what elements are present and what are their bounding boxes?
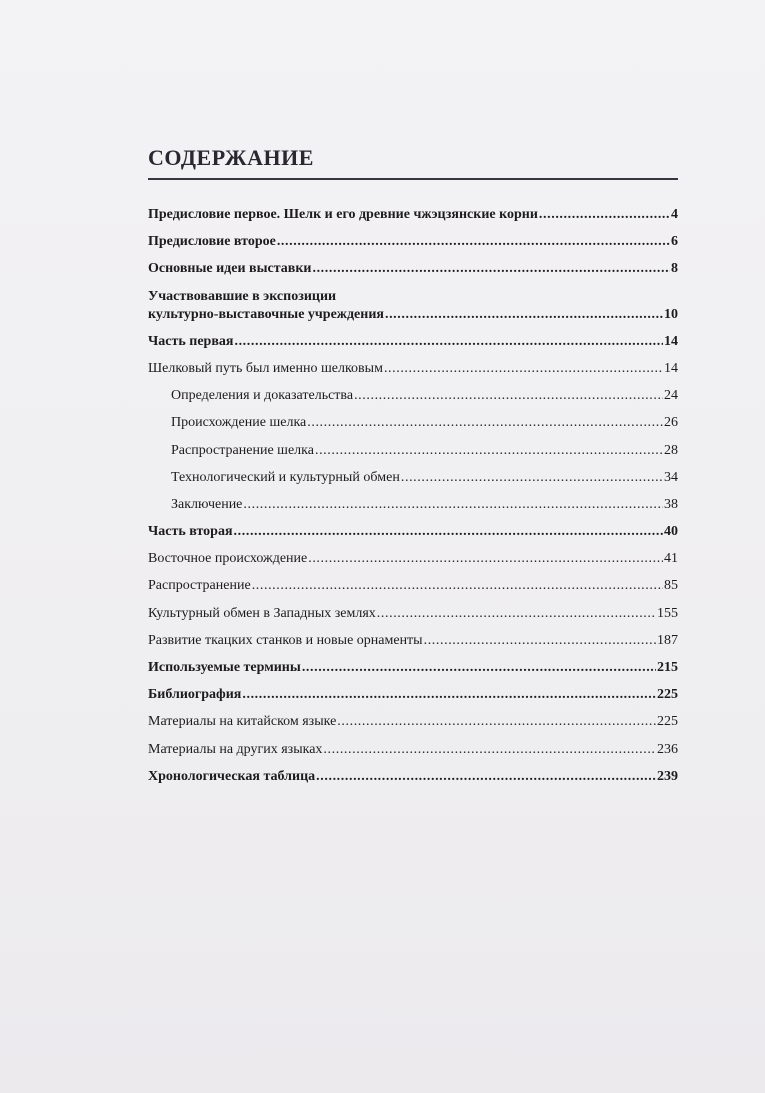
toc-page-number: 28 — [664, 442, 678, 458]
toc-entry — [148, 469, 678, 487]
toc-entry-title: Культурный обмен в Западных землях — [148, 605, 376, 621]
toc-dot-leader — [234, 523, 663, 541]
toc-dot-leader — [337, 713, 656, 731]
toc-entry-title: Заключение — [171, 496, 243, 512]
toc-dot-leader — [277, 233, 670, 251]
toc-page-number: 239 — [657, 768, 678, 784]
toc-dot-leader — [384, 360, 663, 378]
toc-entry — [148, 414, 678, 432]
toc-entry — [148, 523, 678, 541]
toc-entry-title: Используемые термины — [148, 660, 301, 675]
toc-dot-leader — [323, 741, 656, 759]
toc-entry — [148, 768, 678, 786]
toc-dot-leader — [354, 387, 663, 405]
toc-entry — [148, 260, 678, 278]
toc-entry — [148, 387, 678, 405]
toc-entry-title: Часть первая — [148, 333, 234, 349]
table-of-contents — [148, 144, 678, 795]
toc-dot-leader — [234, 333, 663, 351]
toc-entry — [148, 333, 678, 351]
toc-entry — [148, 496, 678, 514]
toc-entry-title: Материалы на других языках — [148, 741, 323, 757]
toc-entry-title: Восточное происхождение — [148, 551, 308, 567]
toc-entry-title: Хронологическая таблица — [148, 768, 316, 784]
toc-entry — [148, 713, 678, 731]
toc-entry — [148, 686, 678, 704]
toc-dot-leader — [315, 442, 663, 460]
toc-dot-leader — [401, 469, 663, 487]
toc-page-number: 10 — [664, 306, 678, 322]
toc-heading: СОДЕРЖАНИЕ — [148, 145, 314, 170]
toc-entry — [148, 741, 678, 759]
toc-entry — [148, 206, 678, 224]
heading-rule — [148, 178, 678, 180]
toc-dot-leader — [243, 496, 663, 514]
toc-page-number: 41 — [664, 551, 678, 567]
toc-entry-title: Распространение — [148, 578, 251, 594]
toc-entry-title: Участвовавшие в экспозиции культурно-выставочные учреждения — [148, 288, 384, 322]
toc-entry — [148, 632, 678, 650]
toc-dot-leader — [316, 768, 656, 786]
toc-page-number: 6 — [671, 234, 678, 250]
toc-page-number: 38 — [664, 496, 678, 512]
toc-page-number: 225 — [657, 714, 678, 730]
toc-page-number: 8 — [671, 261, 678, 277]
toc-entry — [148, 577, 678, 595]
toc-entry-title: Развитие ткацких станков и новые орнаменты — [148, 632, 423, 648]
toc-page-number: 187 — [657, 632, 678, 648]
toc-entry-title: Шелковый путь был именно шелковым — [148, 360, 383, 376]
toc-entry-title: Происхождение шелка — [171, 415, 307, 431]
toc-page-number: 4 — [671, 207, 678, 222]
toc-entry-title: Основные идеи выставки — [148, 261, 312, 277]
toc-page-number: 236 — [657, 741, 678, 757]
toc-dot-leader — [302, 659, 656, 677]
toc-entry-title: Распространение шелка — [171, 442, 314, 458]
toc-page-number: 14 — [664, 333, 678, 349]
toc-page-number: 26 — [664, 415, 678, 431]
toc-page-number: 225 — [657, 687, 678, 703]
toc-entry — [148, 442, 678, 460]
toc-dot-leader — [312, 260, 670, 278]
toc-page-number: 24 — [664, 388, 678, 404]
toc-dot-leader — [307, 414, 663, 432]
toc-entry — [148, 659, 678, 677]
toc-page-number: 85 — [664, 578, 678, 594]
toc-entry — [148, 605, 678, 623]
toc-entry-title: Технологический и культурный обмен — [171, 469, 400, 485]
toc-page-number: 215 — [657, 660, 678, 675]
toc-entry — [148, 550, 678, 568]
toc-dot-leader — [385, 306, 663, 324]
toc-dot-leader — [377, 605, 656, 623]
toc-entry-title: Определения и доказательства — [171, 388, 354, 404]
toc-entry — [148, 288, 678, 324]
toc-page-number: 14 — [664, 360, 678, 376]
toc-entry-title: Часть вторая — [148, 524, 233, 540]
toc-entry — [148, 360, 678, 378]
toc-dot-leader — [424, 632, 656, 650]
toc-entry-title: Материалы на китайском языке — [148, 714, 337, 730]
toc-entry-title: Библиография — [148, 687, 242, 703]
toc-entry-title: Предисловие первое. Шелк и его древние чжэцзянские корни — [148, 207, 538, 222]
toc-entry-list — [148, 206, 678, 786]
toc-page-number: 40 — [664, 524, 678, 540]
toc-page-number: 34 — [664, 469, 678, 485]
toc-dot-leader — [308, 550, 663, 568]
toc-dot-leader — [252, 577, 663, 595]
toc-page-number: 155 — [657, 605, 678, 621]
toc-dot-leader — [242, 686, 656, 704]
toc-entry — [148, 233, 678, 251]
toc-dot-leader — [539, 206, 670, 224]
toc-entry-title: Предисловие второе — [148, 234, 276, 250]
